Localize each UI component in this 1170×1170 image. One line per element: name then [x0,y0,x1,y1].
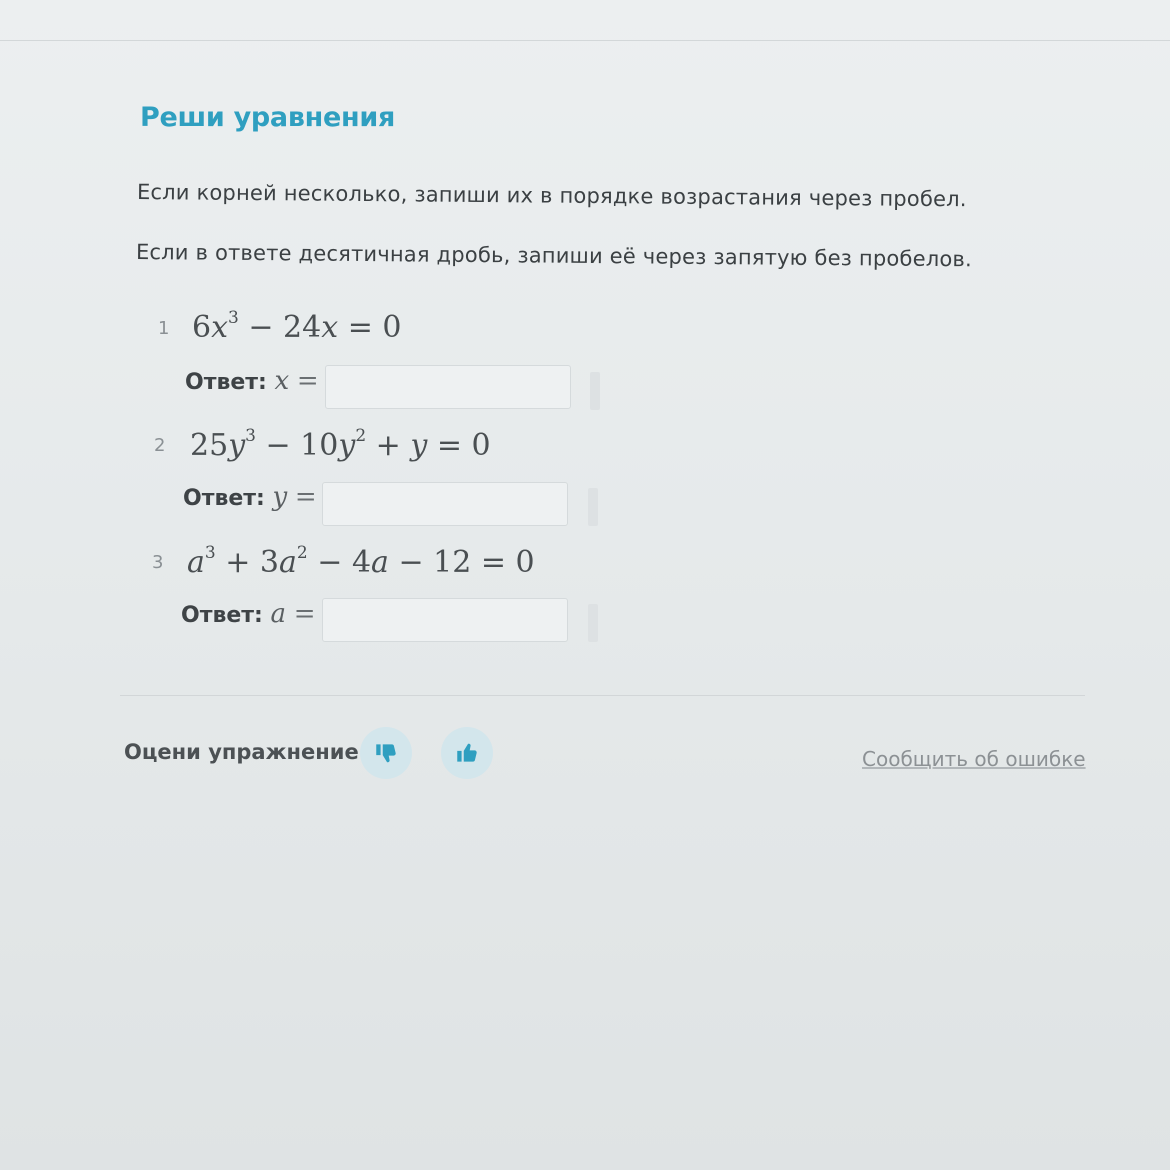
report-error-link[interactable]: Сообщить об ошибке [862,747,1086,771]
instruction-decimal-format: Если в ответе десятичная дробь, запиши её через запятую без пробелов. [135,240,972,272]
like-button[interactable] [441,727,493,779]
input-handle [588,488,598,526]
input-handle [590,372,600,410]
footer-divider [120,695,1085,696]
rate-exercise-label: Оцени упражнение [124,740,359,764]
answer-input-1[interactable] [325,365,571,409]
task-number: 1 [158,318,170,339]
answer-input-3[interactable] [322,598,568,642]
task-equation: $a^3 + 3a^2 - 4a - 12 = 0$ [187,543,535,580]
answer-label: Ответ: a = [181,599,316,629]
page-title: Реши уравнения [140,102,396,133]
thumbs-down-icon [373,740,399,766]
dislike-button[interactable] [360,727,412,779]
top-divider [0,40,1170,41]
task-number: 2 [154,435,166,456]
input-handle [588,604,598,642]
task-number: 3 [152,552,164,573]
task-equation: $25y^3 - 10y^2 + y = 0$ [190,426,491,463]
task-equation: $6x^3 - 24x = 0$ [192,308,402,345]
instruction-roots-order: Если корней несколько, запиши их в порядке возрастания через пробел. [136,180,967,212]
answer-label: Ответ: x = [185,366,319,396]
answer-input-2[interactable] [322,482,568,526]
thumbs-up-icon [454,740,480,766]
answer-label: Ответ: y = [183,482,317,512]
